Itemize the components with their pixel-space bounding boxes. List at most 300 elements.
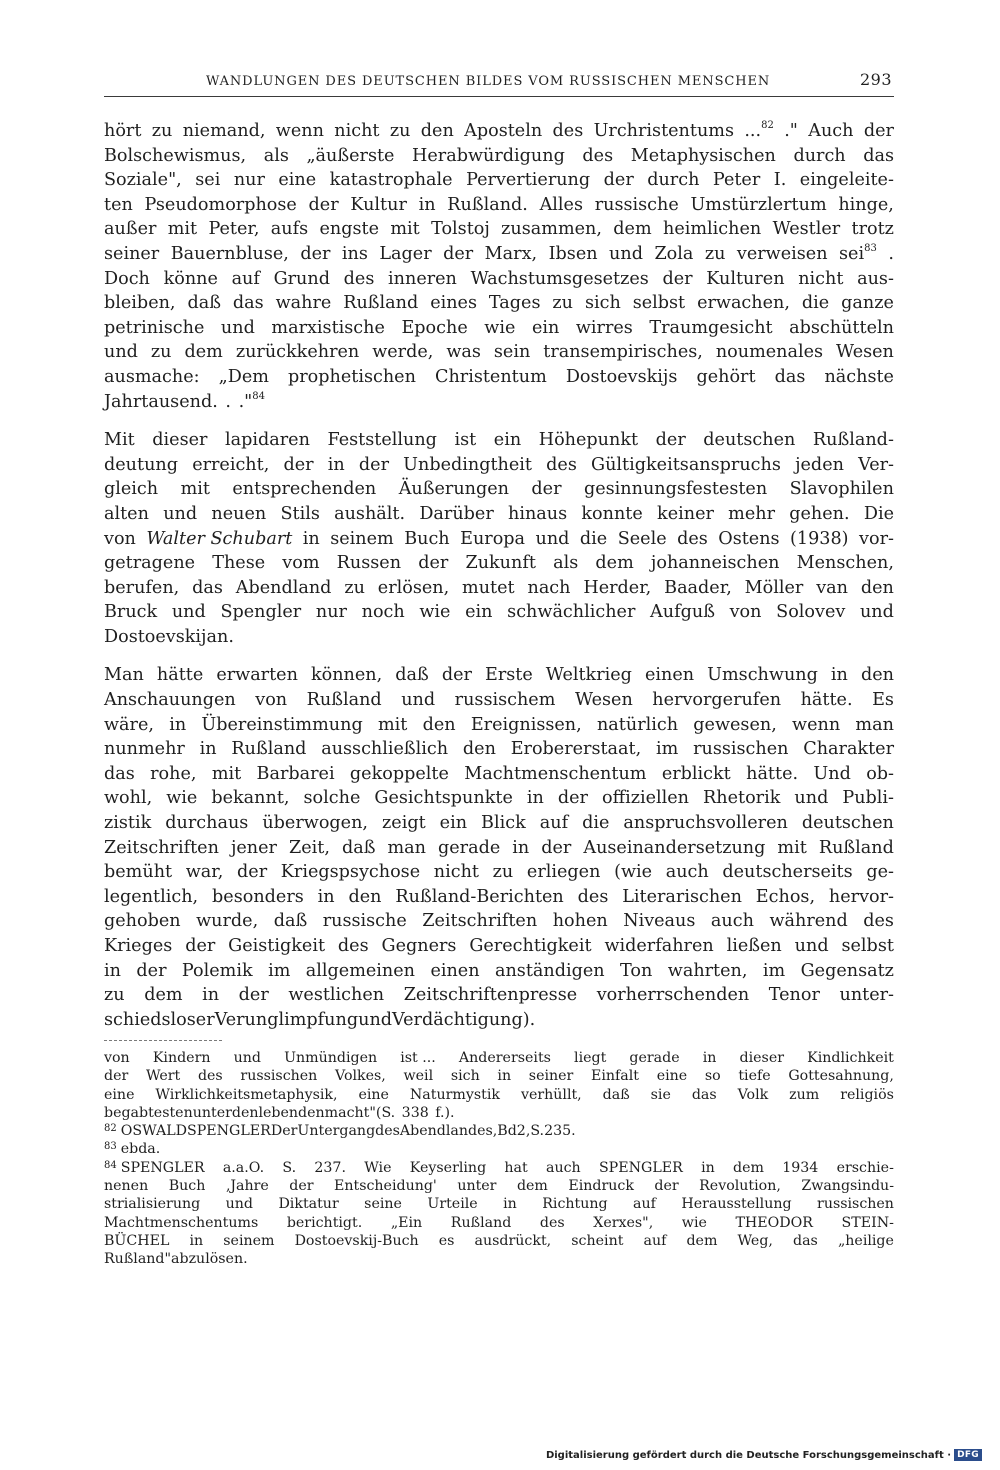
word: ein (493, 430, 522, 451)
word: ‚Jahre (225, 1178, 269, 1195)
word: ein (439, 813, 468, 834)
word: Untergang (297, 1123, 376, 1140)
word: von (104, 528, 136, 549)
word: a.a.O. (222, 1159, 265, 1176)
word: des (539, 1214, 565, 1231)
word: im (762, 960, 786, 981)
word: Auch (808, 121, 854, 141)
text-line (104, 316, 894, 341)
word: Kriegspsychose (280, 862, 421, 883)
word: „Dem (218, 366, 269, 387)
text-line (104, 934, 894, 959)
word: und (104, 342, 138, 363)
word: Publi- (842, 788, 894, 809)
word: ein (465, 602, 493, 623)
word: Metaphysischen (630, 145, 776, 166)
word: inneren (388, 268, 457, 289)
word: solche (303, 788, 361, 809)
word: Wachstumsgesetzes (470, 268, 649, 289)
word: hinaus (508, 503, 568, 524)
footnote-line (104, 1049, 894, 1067)
word: hätte (156, 665, 204, 686)
word: Ibsen (548, 243, 598, 264)
word: katastrophale (329, 170, 453, 191)
word: ganze (841, 293, 894, 314)
text-line (104, 477, 894, 502)
word: Unmündigen (284, 1050, 378, 1066)
word: Bolschewismus, (104, 145, 247, 166)
word: könne (163, 268, 218, 289)
word: mit (167, 219, 198, 240)
text-line (104, 713, 894, 738)
word: ebda. (120, 1141, 161, 1158)
word: rohe, (150, 763, 197, 784)
word: im (655, 739, 679, 760)
word: Baader, (664, 577, 732, 598)
word: Rußland (818, 837, 894, 858)
word: ...$^{82}$ (744, 120, 774, 141)
word: die (801, 293, 830, 314)
footnote-reference: 84 (252, 390, 266, 402)
footnote-line (104, 1177, 894, 1195)
word: deutung (104, 454, 179, 475)
word: in (418, 194, 436, 215)
word: der (557, 788, 588, 809)
word: schwächlicher (507, 602, 636, 623)
word: seine (364, 1196, 402, 1213)
running-title: WANDLUNGEN DES DEUTSCHEN BILDES VOM RUSSISCHEN MENSCHEN (206, 74, 771, 89)
word: mit (390, 219, 420, 240)
word: der (662, 268, 693, 289)
word: Rußland. (447, 194, 528, 215)
word: und (609, 243, 643, 264)
word: Machtmenschentums (104, 1214, 259, 1231)
footnote-reference: 82 (761, 120, 774, 132)
word: . (888, 243, 894, 264)
word: jener (230, 837, 277, 858)
word: Entscheidung' (334, 1178, 437, 1195)
word: petrinische (104, 317, 205, 338)
word: der (136, 960, 167, 981)
word: nicht (433, 862, 479, 883)
word: verhüllt, (520, 1086, 582, 1103)
word: marxistische (271, 317, 385, 338)
word: daß (395, 665, 429, 686)
word: Literarischen (622, 886, 742, 907)
word: Eindruck (568, 1178, 634, 1195)
word: Dostoevskij (104, 626, 207, 647)
word: zistik (104, 813, 152, 834)
word: abzulösen. (171, 1251, 248, 1268)
word: Aufguß (650, 602, 715, 623)
text-line (104, 119, 894, 144)
word: Herabwürdigung (412, 145, 565, 166)
word: zum (789, 1086, 820, 1103)
word: ließen (726, 936, 782, 956)
word: zu (150, 342, 172, 363)
word: die (582, 813, 610, 834)
word: Rußland" (104, 1251, 172, 1268)
footnote-line (104, 1214, 894, 1232)
word: gleich (104, 479, 159, 500)
word: und (163, 503, 198, 524)
word: der (238, 985, 269, 1006)
word: des (577, 886, 609, 907)
word: Urchristentums (593, 121, 734, 141)
word: das (192, 577, 223, 598)
word: gehört (696, 366, 756, 387)
word: das (232, 293, 264, 314)
text-line (104, 1008, 894, 1033)
word: konnte (581, 503, 643, 524)
word: Tolstoj (431, 219, 490, 240)
word: aus- (857, 268, 894, 289)
word: Bd (497, 1123, 517, 1140)
text-line (104, 959, 894, 984)
word: Die (863, 503, 894, 524)
word: Feststellung (327, 430, 437, 451)
word: russischen (693, 739, 789, 760)
word: den (462, 739, 496, 760)
footnote-line (104, 1067, 894, 1085)
word: dem (516, 1178, 548, 1195)
word: entsprechenden (232, 479, 377, 500)
word: deutschen (703, 430, 796, 451)
word: nenen (104, 1178, 149, 1195)
word: hört (104, 121, 142, 141)
word: auf (633, 1196, 656, 1213)
word: man (855, 714, 894, 735)
word: in (199, 739, 217, 760)
word: der (418, 553, 449, 574)
word: dem (144, 985, 183, 1006)
word: Abendlandes, (399, 1123, 498, 1140)
word: man (387, 837, 426, 858)
word: des (546, 454, 577, 475)
word: schiedsloser (104, 1009, 215, 1030)
word: Alles (539, 194, 583, 215)
word: der (441, 665, 472, 686)
text-line (104, 551, 894, 576)
word: tiefe (738, 1068, 771, 1085)
word: These (212, 553, 266, 574)
word: Mit (104, 430, 135, 451)
word: mit (777, 837, 807, 858)
word: Kindlichkeit (807, 1050, 894, 1066)
word: Herausstellung (681, 1196, 792, 1213)
word: des (343, 268, 375, 289)
word: unter (457, 1178, 497, 1195)
word: in (701, 1159, 715, 1176)
word: ten (104, 194, 133, 215)
word: Rußland (343, 293, 419, 314)
word: keiner (657, 503, 714, 524)
text-line (104, 144, 894, 169)
word: ein (531, 317, 560, 338)
word: Volk (737, 1086, 769, 1103)
word: lebenden (258, 1104, 325, 1121)
word: Barbarei (256, 763, 335, 784)
word: abschütteln (789, 317, 894, 338)
text-line (104, 390, 894, 415)
word: Pervertierung (466, 170, 591, 191)
text-line (104, 811, 894, 836)
word: macht" (324, 1104, 376, 1121)
word: eingeleite- (799, 170, 894, 191)
word: in (302, 528, 320, 549)
text-line (104, 909, 894, 934)
word: wenn (275, 121, 324, 141)
word: einen (430, 960, 480, 981)
word: Anschauungen (104, 690, 236, 711)
word: des (552, 121, 584, 141)
word: ge- (866, 862, 894, 883)
word: Niveaus (623, 911, 696, 932)
word: (wie (614, 862, 653, 883)
credit-text: Digitalisierung gefördert durch die Deutsche Forschungsgemeinschaft · (545, 1449, 952, 1461)
word: der (283, 454, 314, 475)
word: den (860, 665, 894, 686)
word: das (793, 1232, 818, 1249)
word: „äußerste (306, 145, 395, 166)
word: im (268, 960, 291, 981)
page-number: 293 (859, 70, 892, 89)
word: Umstürzlertum (690, 194, 827, 215)
word: trotz (851, 219, 894, 240)
word: durch (647, 170, 700, 191)
word: Westler (772, 219, 841, 240)
word: gehen. (789, 503, 850, 524)
word: ins (341, 243, 368, 264)
word: berichtigt. (286, 1214, 363, 1231)
word: „heilige (837, 1232, 894, 1249)
word: in (830, 665, 848, 686)
dfg-logo: DFG (954, 1449, 982, 1461)
word: von (255, 690, 288, 711)
text-line (104, 340, 894, 365)
text-line (104, 502, 894, 527)
word: erreicht, (192, 454, 270, 475)
word: und (358, 1009, 393, 1030)
word: Volkes, (335, 1068, 386, 1085)
word: des (375, 1123, 400, 1140)
word: Gegners (381, 936, 457, 956)
word: Peter (712, 170, 761, 191)
word: zu (151, 121, 173, 141)
word: eine (656, 1068, 688, 1085)
word: Erste (484, 665, 533, 686)
word: 2, (516, 1123, 531, 1140)
word: Der (270, 1123, 298, 1140)
word: Ton (620, 960, 653, 981)
word: Verdächtigung). (392, 1009, 536, 1030)
word: und (794, 936, 829, 956)
word: und (225, 1196, 253, 1213)
word: durchaus (165, 813, 249, 834)
word: sei (195, 170, 221, 191)
word: van (816, 577, 848, 598)
word: nunmehr (104, 739, 185, 760)
word: Äußerungen (398, 479, 509, 500)
word: in (512, 837, 530, 858)
word: Kulturen (706, 268, 785, 289)
footnote-reference: 83 (864, 243, 877, 255)
word: Gültigkeitsanspruchs (591, 454, 781, 475)
word: transempirisches, (543, 342, 703, 363)
word: Auseinandersetzung (583, 837, 766, 858)
text-line (104, 836, 894, 861)
word: in (702, 1050, 717, 1066)
word: Diktatur (278, 1196, 339, 1213)
word: den (420, 121, 454, 141)
word: und (535, 528, 570, 549)
word: zu (389, 121, 411, 141)
word: der (289, 1178, 314, 1195)
word: gerade (629, 1050, 680, 1066)
word: Man (104, 665, 144, 686)
word: so (704, 1068, 721, 1085)
word: Slavophilen (789, 479, 894, 500)
main-text (104, 119, 894, 1032)
word: Wesen (836, 342, 894, 363)
word: wirres (575, 317, 633, 338)
word: können, (310, 665, 383, 686)
word: daß (602, 1086, 630, 1103)
word: war, (185, 862, 224, 883)
word: daß (341, 837, 376, 858)
word: Seele (617, 528, 667, 549)
word: ." (784, 121, 798, 141)
word: sein (493, 342, 531, 363)
word: und (859, 602, 894, 623)
word: Dostoevskijs (565, 366, 678, 387)
word: Lager (379, 243, 432, 264)
word: Zeitschriftenpresse (403, 985, 578, 1006)
footnote-line (104, 1250, 894, 1268)
word: BÜCHEL (104, 1232, 170, 1249)
word: an. (206, 626, 234, 647)
word: deutscherseits (722, 862, 853, 883)
word: Weg, (737, 1232, 773, 1249)
word: seinem (223, 1232, 275, 1249)
word: der (603, 170, 634, 191)
word: sich (450, 1068, 480, 1085)
word: Echos, (755, 886, 816, 907)
word: Zeitschriften (104, 837, 219, 858)
text-line (104, 168, 894, 193)
word: bemüht (104, 862, 173, 883)
word: in (104, 960, 121, 981)
word: mit (180, 479, 210, 500)
word: Herder, (583, 577, 652, 598)
word: Machtmenschentum (464, 763, 647, 784)
word: Tenor (768, 985, 820, 1006)
word: Soziale", (104, 170, 182, 191)
word: zu (704, 243, 726, 264)
word: Bruck (104, 602, 158, 623)
word: Epoche (401, 317, 468, 338)
text-line (104, 365, 894, 390)
word: jeden (795, 454, 844, 475)
word: Darüber (419, 503, 494, 524)
word: scheint (571, 1232, 624, 1249)
word: wie (166, 788, 198, 809)
word: der (654, 1178, 679, 1195)
word: Keyserling (409, 1159, 487, 1176)
word: wohl, (104, 788, 153, 809)
word: wie (484, 317, 516, 338)
word: hervorgerufen (652, 690, 782, 711)
word: Christentum (435, 366, 547, 387)
word: während (769, 911, 848, 932)
footnote-line (104, 1086, 894, 1104)
digitization-credit (546, 1448, 982, 1462)
word: und (220, 317, 255, 338)
word: der (443, 243, 474, 264)
word: nur (315, 602, 347, 623)
word: eine (104, 1086, 135, 1103)
word: es (438, 1232, 455, 1249)
word: daß (187, 293, 221, 314)
word: von (729, 602, 762, 623)
word: Gottesahnung, (788, 1068, 894, 1085)
word: Revolution, (699, 1178, 781, 1195)
text-line (104, 737, 894, 762)
text-line (104, 885, 894, 910)
word: religiös (840, 1086, 894, 1103)
word: 235. (544, 1123, 576, 1140)
word: „Ein (390, 1214, 423, 1231)
word: noumenales (715, 342, 824, 363)
word: Abendland (235, 577, 332, 598)
word: in (327, 454, 345, 475)
word: was (446, 342, 481, 363)
word: Wie (364, 1159, 392, 1176)
footnote-number: 84 (104, 1159, 117, 1171)
word: russische (594, 194, 679, 215)
word: nach (527, 577, 571, 598)
text-line (104, 688, 894, 713)
running-header (104, 70, 894, 97)
word: hohen (552, 911, 608, 932)
word: in (497, 1068, 512, 1085)
word: das (104, 763, 135, 784)
word: mutet (462, 577, 515, 598)
word: Zeit, (288, 837, 330, 858)
word: dem (686, 1232, 718, 1249)
word: hätte. (746, 763, 799, 784)
word: eines (430, 293, 477, 314)
word: Gegensatz (800, 960, 894, 981)
word: Wert (145, 1068, 181, 1085)
word: offiziellen (601, 788, 690, 809)
word: Rußland (450, 1214, 512, 1231)
word: ist (454, 430, 477, 451)
word: nicht (334, 121, 380, 141)
word: zu (344, 577, 365, 598)
footnotes (104, 1049, 894, 1269)
word: Naturmystik (409, 1086, 500, 1103)
word: Wirklichkeitsmetaphysik, (155, 1086, 338, 1103)
word: den (860, 577, 894, 598)
word: mit (377, 714, 408, 735)
word: daß (273, 911, 308, 932)
word: ist ... (400, 1050, 436, 1066)
word: des (863, 911, 894, 932)
word: Blick (481, 813, 526, 834)
word: der (185, 936, 216, 956)
word: Buch (404, 528, 450, 549)
